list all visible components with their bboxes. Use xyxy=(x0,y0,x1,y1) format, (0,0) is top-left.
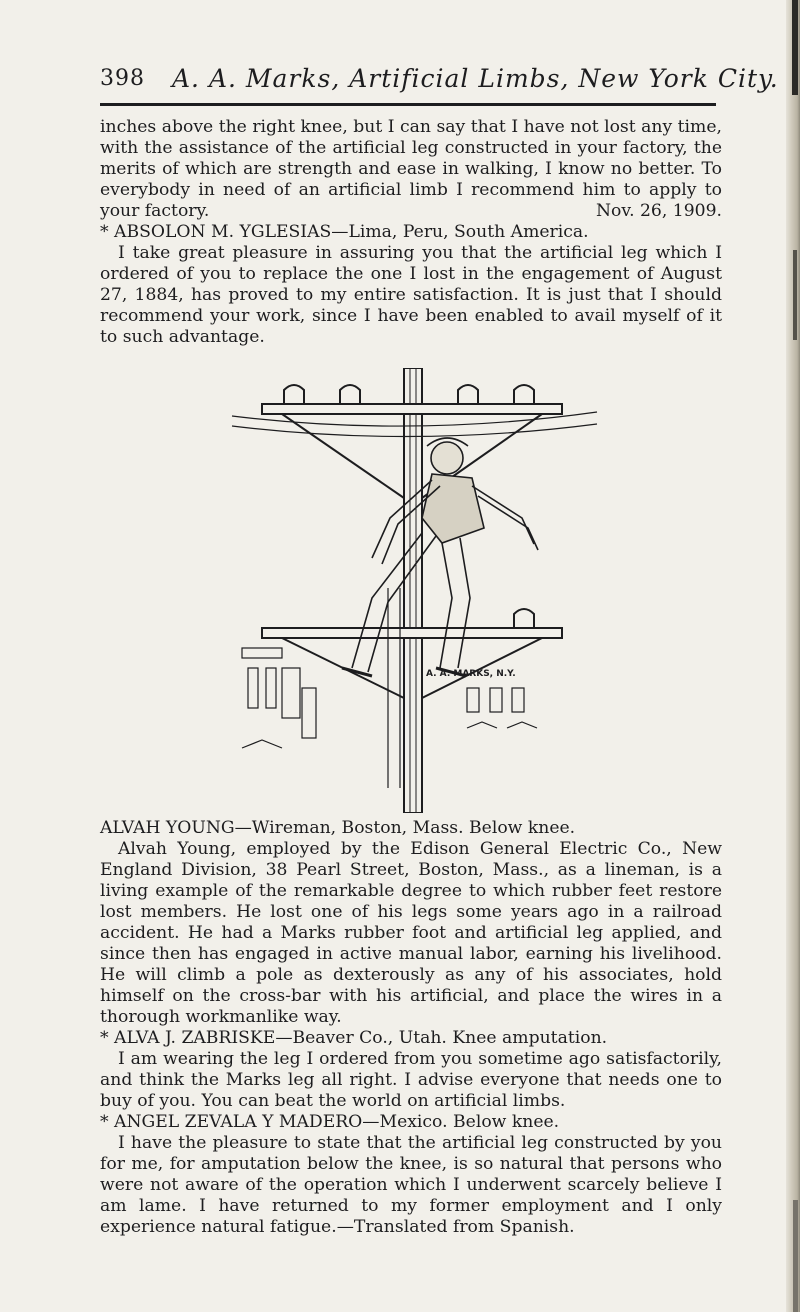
top-text-block xyxy=(100,117,722,348)
continuation-text: inches above the right knee, but I can say that I have not lost any time, with the assistance of the artificial leg constructed in your factory, the merits of which are strength and ease in walking, I know no better. To everybody in need of an artificial limb I recommend him to apply to your factory. xyxy=(100,117,722,221)
bottom-text-block xyxy=(100,818,722,1238)
entry-heading-yglesias: * ABSOLON M. YGLESIAS—Lima, Peru, South America. xyxy=(100,222,589,242)
entry-heading-zabriske: * ALVA J. ZABRISKE—Beaver Co., Utah. Knee amputation. xyxy=(100,1028,608,1048)
right-hardware xyxy=(467,688,537,728)
running-head: A. A. Marks, Artificial Limbs, New York City. xyxy=(172,64,779,93)
entry-body-zabriske: I am wearing the leg I ordered from you sometime ago satisfactorily, and think the Marks leg all right. I advise everyone that needs one to buy of you. You can beat the world on artificial limbs. xyxy=(100,1049,722,1111)
entry-heading-young: ALVAH YOUNG—Wireman, Boston, Mass. Below knee. xyxy=(100,818,576,838)
pole xyxy=(404,368,422,813)
lineman-figure xyxy=(342,438,538,676)
page-header xyxy=(100,64,779,104)
entry-body-young: Alvah Young, employed by the Edison General Electric Co., New England Division, 38 Pearl Street, Boston, Mass., as a lineman, is a living example of the remarkable degree to which rubber feet restore lost members. He lost one of his legs some years ago in a railroad accident. He had a Marks rubber foot and artificial leg applied, and since then has engaged in active manual labor, earning his livelihood. He will climb a pole as dexterously as any of his associates, hold himself on the cross-bar with his artificial, and place the wires in a thorough workmanlike way. xyxy=(100,839,722,1027)
edge-mark xyxy=(793,1200,798,1312)
lower-crossbar xyxy=(262,628,562,638)
edge-mark xyxy=(792,0,798,95)
entry-heading-zevala: * ANGEL ZEVALA Y MADERO—Mexico. Below knee. xyxy=(100,1112,560,1132)
continuation-date: Nov. 26, 1909. xyxy=(596,201,722,221)
continuation-paragraph xyxy=(100,117,722,222)
page-number: 398 xyxy=(100,66,145,91)
header-rule xyxy=(100,103,716,106)
upper-crossbar xyxy=(262,404,562,414)
edge-mark xyxy=(793,250,797,340)
page-edge-shadow xyxy=(786,0,800,1312)
entry-body-yglesias: I take great pleasure in assuring you that the artificial leg which I ordered of you to replace the one I lost in the engagement of August 27, 1884, has proved to my entire satisfaction. It is just that I should recommend your work, since I have been enabled to avail myself of it to such advantage. xyxy=(100,243,722,347)
engraving-signature: A. A. MARKS, N.Y. xyxy=(426,669,516,679)
insulator-rack xyxy=(242,648,316,748)
lineman-engraving xyxy=(222,368,602,813)
entry-body-zevala: I have the pleasure to state that the artificial leg constructed by you for me, for amputation below the knee, is so natural that persons who were not aware of the operation which I underwent scarcely believe I am lame. I have returned to my former employment and I only experience natural fatigue.—Translated from Spanish. xyxy=(100,1133,722,1237)
lineman-illustration xyxy=(222,368,602,813)
